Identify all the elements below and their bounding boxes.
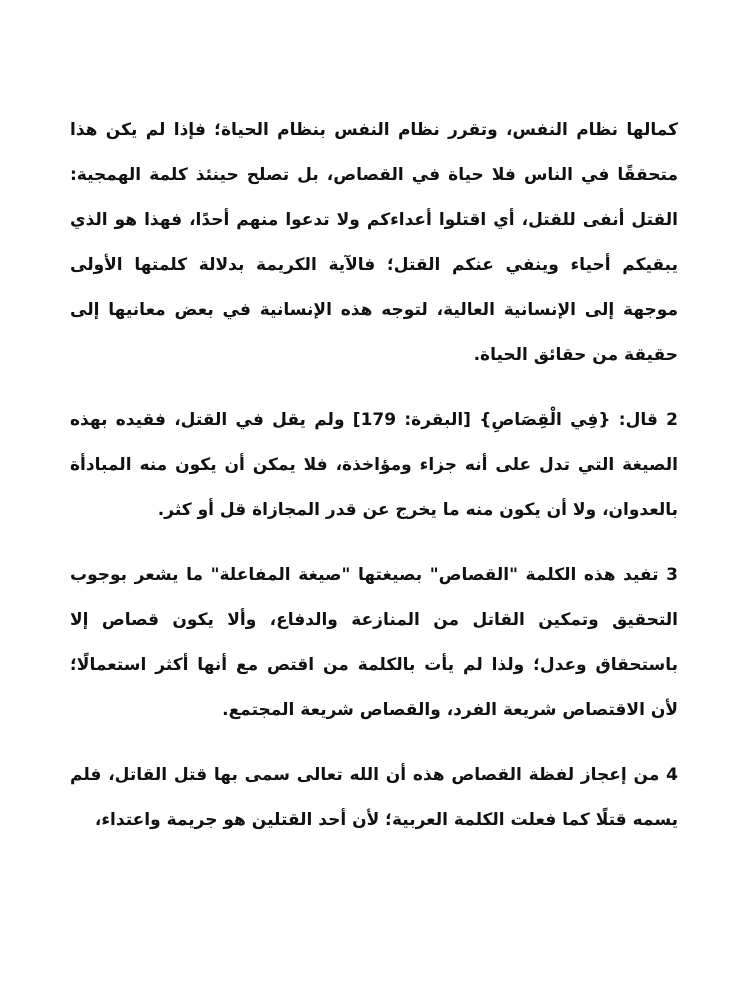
paragraph-1: كمالها نظام النفس، وتقرر نظام النفس بنظام الحياة؛ فإذا لم يكن هذا متحققًا في الناس فلا حياة في القصاص، بل تصلح حينئذ كلمة الهمجية: القتل أنفى للقتل، أي اقتلوا أعداءكم ولا تدعوا منهم أحدًا، فهذا هو الذي يبقيكم أحياء وينفي عنكم القتل؛ فالآية الكريمة بدلالة كلمتها الأولى موجهة إلى الإنسانية العالية، لتوجه هذه الإنسانية في بعض معانيها إلى حقيقة من حقائق الحياة.	[70, 120, 678, 365]
paragraph-4: 4 من إعجاز لفظة القصاص هذه أن الله تعالى سمى بها قتل القاتل، فلم يسمه قتلًا كما فعلت الكلمة العربية؛ لأن أحد القتلين هو جريمة واعتداء،	[70, 765, 678, 830]
document-page	[70, 108, 678, 843]
paragraph-3: 3 تفيد هذه الكلمة "القصاص" بصيغتها "صيغة المفاعلة" ما يشعر بوجوب التحقيق وتمكين القاتل من المنازعة والدفاع، وألا يكون قصاص إلا باستحقاق وعدل؛ ولذا لم يأت بالكلمة من اقتص مع أنها أكثر استعمالًا؛ لأن الاقتصاص شريعة الفرد، والقصاص شريعة المجتمع.	[70, 565, 678, 720]
paragraph-2: 2 قال: {فِي الْقِصَاصِ} [البقرة: 179] ولم يقل في القتل، فقيده بهذه الصيغة التي تدل على أنه جزاء ومؤاخذة، فلا يمكن أن يكون منه المبادأة بالعدوان، ولا أن يكون منه ما يخرج عن قدر المجازاة قل أو كثر.	[70, 410, 678, 520]
